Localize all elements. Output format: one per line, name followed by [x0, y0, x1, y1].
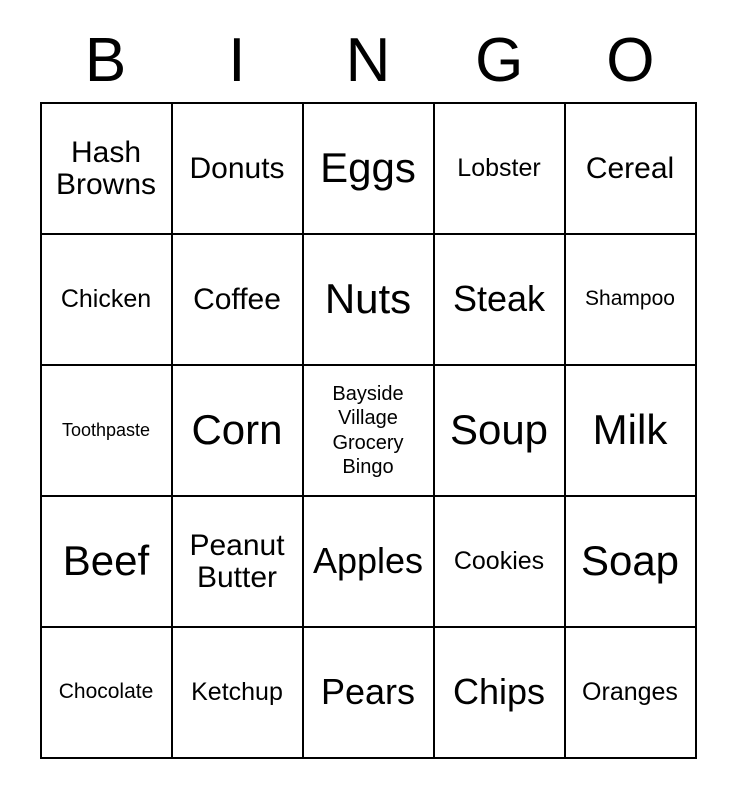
bingo-cell-label: Cereal [585, 151, 675, 185]
bingo-cell[interactable] [172, 234, 303, 365]
bingo-cell[interactable] [41, 234, 172, 365]
bingo-cell[interactable] [565, 496, 696, 627]
bingo-row [41, 234, 696, 365]
bingo-row [41, 496, 696, 627]
bingo-cell[interactable] [434, 365, 565, 496]
bingo-cell-label: Chips [452, 671, 546, 713]
bingo-cell-label: Shampoo [585, 287, 675, 311]
bingo-cell[interactable] [303, 234, 434, 365]
bingo-cell[interactable] [172, 103, 303, 234]
bingo-cell[interactable] [41, 496, 172, 627]
bingo-cell-label: Donuts [189, 151, 285, 185]
bingo-cell[interactable] [565, 103, 696, 234]
bingo-cell-label: Nuts [324, 275, 412, 323]
bingo-cell[interactable] [172, 627, 303, 758]
bingo-cell-label: Soup [449, 406, 549, 454]
bingo-cell-label: Apples [312, 540, 424, 582]
bingo-cell-label: Oranges [582, 678, 678, 707]
bingo-cell[interactable] [303, 627, 434, 758]
bingo-cell-label: Milk [592, 406, 668, 454]
bingo-cell[interactable] [434, 627, 565, 758]
bingo-cell[interactable] [303, 496, 434, 627]
bingo-row [41, 103, 696, 234]
bingo-cell[interactable] [434, 103, 565, 234]
bingo-row [41, 627, 696, 758]
header-letter-g: G [475, 26, 524, 95]
bingo-cell[interactable] [41, 103, 172, 234]
bingo-cell[interactable] [172, 496, 303, 627]
bingo-cell[interactable] [41, 627, 172, 758]
bingo-cell-label: Eggs [320, 144, 416, 192]
bingo-cell[interactable] [303, 103, 434, 234]
bingo-cell[interactable] [434, 496, 565, 627]
bingo-grid [40, 102, 697, 759]
bingo-cell-label: Ketchup [191, 678, 283, 707]
bingo-cell-label: Steak [452, 278, 546, 320]
bingo-cell-label: Chocolate [58, 680, 154, 704]
bingo-cell[interactable] [565, 234, 696, 365]
bingo-cell[interactable] [172, 365, 303, 496]
bingo-free-cell[interactable] [303, 365, 434, 496]
bingo-cell[interactable] [434, 234, 565, 365]
header-letter-i: I [228, 26, 246, 95]
bingo-cell-label: Hash Browns [55, 135, 157, 201]
bingo-row [41, 365, 696, 496]
header-letter-o: O [606, 26, 655, 95]
bingo-cell-label: Pears [320, 671, 416, 713]
bingo-cell[interactable] [41, 365, 172, 496]
bingo-header [40, 0, 696, 96]
bingo-cell-label: Chicken [60, 285, 152, 314]
bingo-cell[interactable] [565, 365, 696, 496]
bingo-cell-label: Toothpaste [61, 419, 151, 440]
bingo-cell-label: Peanut Butter [189, 528, 285, 594]
bingo-free-cell-label: Bayside Village Grocery Bingo [332, 382, 404, 478]
bingo-cell-label: Lobster [457, 154, 541, 183]
bingo-cell-label: Corn [191, 406, 283, 454]
bingo-cell-label: Beef [62, 537, 150, 585]
header-letter-b: B [84, 26, 127, 95]
bingo-cell-label: Soap [580, 537, 680, 585]
bingo-cell-label: Coffee [193, 282, 281, 316]
bingo-cell[interactable] [565, 627, 696, 758]
header-letter-n: N [345, 26, 391, 95]
bingo-cell-label: Cookies [453, 547, 545, 576]
